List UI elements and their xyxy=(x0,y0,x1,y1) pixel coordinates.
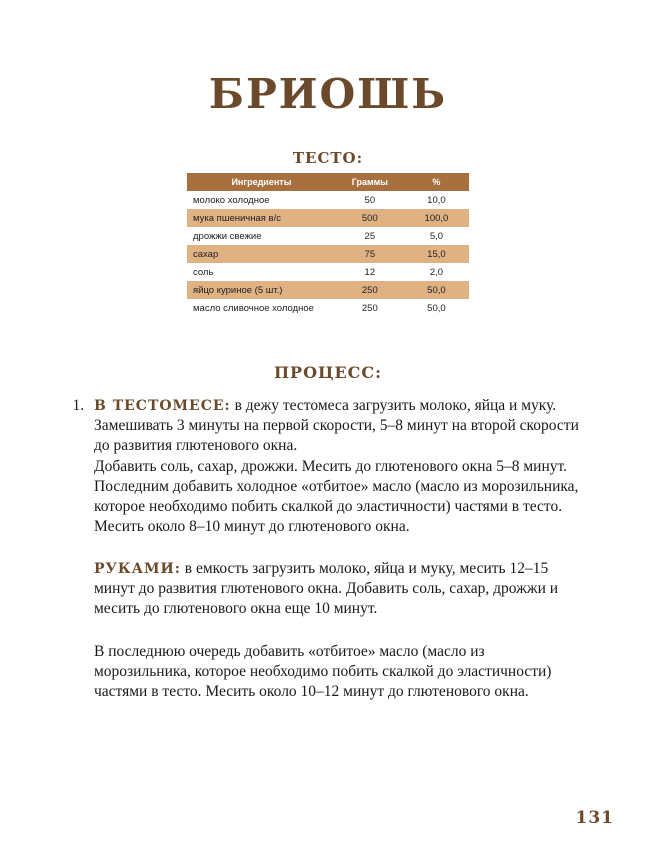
table-header-row xyxy=(187,173,469,191)
step-hands-text: в емкость загрузить молоко, яйца и муку, месить 12–15 минут до развития глютенового окна. Добавить соль, сахар, дрожжи и месить до глютенового окна еще 10 минут. xyxy=(94,560,559,618)
table-header xyxy=(187,173,469,191)
cell-grams: 500 xyxy=(336,209,404,227)
process-steps xyxy=(0,396,656,702)
cell-grams: 75 xyxy=(336,245,404,263)
step-mixer-paragraph xyxy=(94,396,582,456)
table-row xyxy=(187,245,469,263)
cell-percent: 2,0 xyxy=(404,263,469,281)
column-header-ingredients: Ингредиенты xyxy=(187,173,336,191)
column-header-grams: Граммы xyxy=(336,173,404,191)
column-header-percent: % xyxy=(404,173,469,191)
cell-ingredient-name: соль xyxy=(187,263,336,281)
cell-percent: 50,0 xyxy=(404,281,469,299)
cell-ingredient-name: яйцо куриное (5 шт.) xyxy=(187,281,336,299)
step-hands-lead: РУКАМИ: xyxy=(94,561,181,578)
step-mixer-paragraph-2: Добавить соль, сахар, дрожжи. Месить до глютенового окна 5–8 минут. xyxy=(94,457,568,475)
cell-percent: 50,0 xyxy=(404,299,469,317)
step-mixer-paragraph-3: Последним добавить холодное «отбитое» масло (масло из морозильника, которое необходимо побить скалкой до эластичности) частями в тесто. Месить около 8–10 минут до глютенового окна. xyxy=(94,477,579,535)
process-section-label: ПРОЦЕСС: xyxy=(273,363,383,383)
step-hands-paragraph xyxy=(94,559,582,619)
step-hands-paragraph-2: В последнюю очередь добавить «отбитое» масло (масло из морозильника, которое необходимо побить скалкой до эластичности) частями в тесто. Месить около 10–12 минут до глютенового окна. xyxy=(94,642,552,700)
dough-section-label: ТЕСТО: xyxy=(292,149,364,168)
table-row xyxy=(187,299,469,317)
table-row xyxy=(187,281,469,299)
cell-grams: 50 xyxy=(336,191,404,209)
table-row xyxy=(187,263,469,281)
cell-grams: 250 xyxy=(336,299,404,317)
page-number: 131 xyxy=(575,808,614,828)
ingredients-table xyxy=(187,173,469,317)
cell-grams: 12 xyxy=(336,263,404,281)
list-item xyxy=(88,396,582,702)
table-body xyxy=(187,191,469,317)
cell-percent: 100,0 xyxy=(404,209,469,227)
page-title: БРИОШЬ xyxy=(208,70,448,118)
cell-ingredient-name: молоко холодное xyxy=(187,191,336,209)
table-row xyxy=(187,191,469,209)
cell-ingredient-name: мука пшеничная в/с xyxy=(187,209,336,227)
cell-ingredient-name: дрожжи свежие xyxy=(187,227,336,245)
cell-percent: 10,0 xyxy=(404,191,469,209)
step-mixer-lead: В ТЕСТОМЕСЕ: xyxy=(94,398,231,415)
cell-ingredient-name: сахар xyxy=(187,245,336,263)
table-row xyxy=(187,209,469,227)
cell-percent: 5,0 xyxy=(404,227,469,245)
cell-ingredient-name: масло сливочное холодное xyxy=(187,299,336,317)
step-list xyxy=(60,396,582,702)
cell-percent: 15,0 xyxy=(404,245,469,263)
table-row xyxy=(187,227,469,245)
cell-grams: 25 xyxy=(336,227,404,245)
cell-grams: 250 xyxy=(336,281,404,299)
step-mixer-text: в дежу тестомеса загрузить молоко, яйца и муку. Замешивать 3 минуты на первой скорости, 5–8 минут на второй скорости до развития глютенового окна. xyxy=(94,397,579,455)
